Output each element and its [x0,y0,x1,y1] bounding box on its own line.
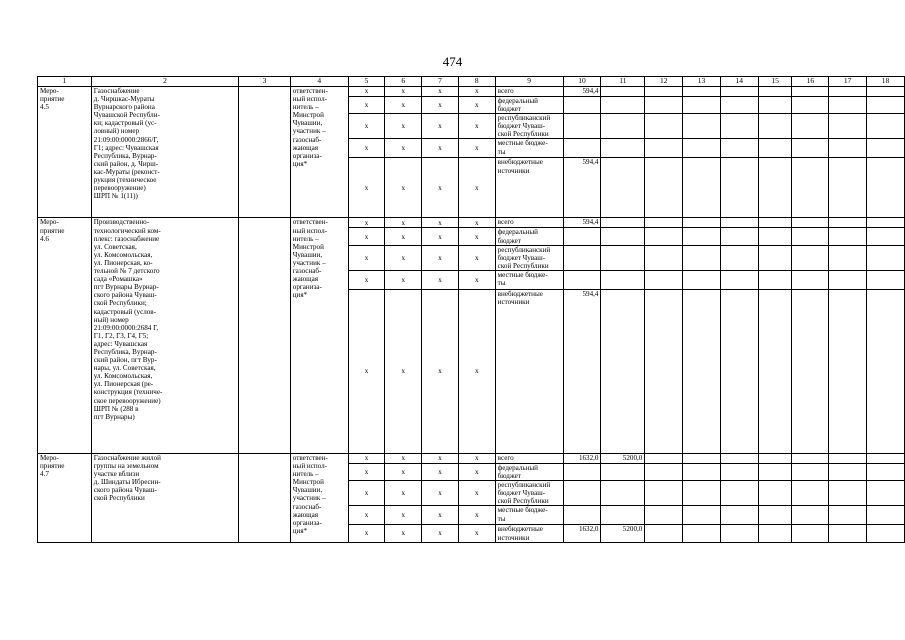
code-x-cell: x [348,114,385,139]
funding-source-cell: всего [495,453,563,463]
code-x-cell: x [458,139,495,158]
empty-col15-cell [758,87,792,97]
code-x-cell: x [422,245,459,270]
amount-col11-cell [601,97,645,114]
amount-col10-cell [563,228,601,245]
code-x-cell: x [422,270,459,289]
empty-col18-cell [867,87,905,97]
empty-col18-cell [867,245,905,270]
code-x-cell: x [348,158,385,218]
column-number-1: 1 [38,77,92,87]
empty-col18-cell [867,481,905,506]
empty-col14-cell [720,463,758,480]
empty-col12-cell [645,463,683,480]
code-x-cell: x [422,525,459,542]
column-number-11: 11 [601,77,645,87]
empty-col16-cell [792,97,829,114]
empty-col12-cell [645,139,683,158]
empty-col16-cell [792,289,829,453]
code-x-cell: x [348,97,385,114]
empty-col17-cell [829,114,867,139]
code-x-cell: x [422,481,459,506]
amount-col11-cell [601,228,645,245]
empty-col12-cell [645,228,683,245]
empty-col18-cell [867,97,905,114]
amount-col11-cell [601,481,645,506]
empty-col12-cell [645,506,683,525]
empty-col16-cell [792,463,829,480]
column-number-15: 15 [758,77,792,87]
responsible-cell: ответствен- ный испол- нитель – Минстрой Чувашии, участник – газоснаб- жающая организа- ция* [290,453,348,542]
empty-col13-cell [683,97,721,114]
empty-col18-cell [867,114,905,139]
code-x-cell: x [458,481,495,506]
amount-col10-cell [563,506,601,525]
funding-source-cell: всего [495,87,563,97]
code-x-cell: x [385,139,422,158]
empty-col14-cell [720,525,758,542]
code-x-cell: x [422,139,459,158]
empty-col18-cell [867,218,905,228]
empty-col12-cell [645,114,683,139]
table-row [38,87,905,97]
empty-col15-cell [758,114,792,139]
empty-col12-cell [645,289,683,453]
code-x-cell: x [422,506,459,525]
col3-cell [239,453,291,542]
amount-col11-cell [601,158,645,218]
amount-col10-cell [563,114,601,139]
empty-col12-cell [645,481,683,506]
code-x-cell: x [385,453,422,463]
empty-col13-cell [683,289,721,453]
empty-col16-cell [792,139,829,158]
column-number-14: 14 [720,77,758,87]
code-x-cell: x [385,506,422,525]
code-x-cell: x [385,270,422,289]
measure-id-cell: Меро- приятие 4.7 [38,453,92,542]
funding-source-cell: федеральный бюджет [495,463,563,480]
empty-col16-cell [792,525,829,542]
column-number-6: 6 [385,77,422,87]
empty-col14-cell [720,289,758,453]
col3-cell [239,218,291,453]
empty-col15-cell [758,228,792,245]
code-x-cell: x [458,289,495,453]
empty-col12-cell [645,453,683,463]
column-number-3: 3 [239,77,291,87]
table-row [38,453,905,463]
empty-col17-cell [829,453,867,463]
empty-col14-cell [720,87,758,97]
empty-col13-cell [683,87,721,97]
col3-cell [239,87,291,218]
empty-col16-cell [792,270,829,289]
empty-col15-cell [758,453,792,463]
empty-col12-cell [645,245,683,270]
empty-col13-cell [683,228,721,245]
amount-col10-cell: 594,4 [563,218,601,228]
empty-col14-cell [720,270,758,289]
code-x-cell: x [458,245,495,270]
code-x-cell: x [458,87,495,97]
empty-col14-cell [720,453,758,463]
column-number-18: 18 [867,77,905,87]
code-x-cell: x [385,158,422,218]
code-x-cell: x [458,228,495,245]
empty-col13-cell [683,158,721,218]
code-x-cell: x [422,218,459,228]
empty-col15-cell [758,97,792,114]
amount-col10-cell: 1632,0 [563,525,601,542]
amount-col10-cell: 594,4 [563,158,601,218]
code-x-cell: x [385,289,422,453]
amount-col10-cell [563,463,601,480]
empty-col17-cell [829,87,867,97]
funding-source-cell: республиканский бюджет Чуваш- ской Республики [495,114,563,139]
empty-col17-cell [829,506,867,525]
code-x-cell: x [385,97,422,114]
empty-col13-cell [683,481,721,506]
amount-col11-cell [601,289,645,453]
empty-col18-cell [867,158,905,218]
empty-col16-cell [792,228,829,245]
empty-col18-cell [867,463,905,480]
responsible-cell: ответствен- ный испол- нитель – Минстрой Чувашии, участник – газоснаб- жающая организа- ция* [290,218,348,453]
empty-col12-cell [645,97,683,114]
amount-col11-cell [601,114,645,139]
empty-col18-cell [867,506,905,525]
program-table [37,76,905,543]
funding-source-cell: внебюджетные источники [495,525,563,542]
amount-col11-cell [601,87,645,97]
empty-col14-cell [720,228,758,245]
amount-col11-cell [601,463,645,480]
empty-col12-cell [645,87,683,97]
empty-col18-cell [867,525,905,542]
funding-source-cell: внебюджетные источники [495,289,563,453]
empty-col14-cell [720,114,758,139]
amount-col10-cell: 594,4 [563,289,601,453]
empty-col17-cell [829,139,867,158]
code-x-cell: x [348,289,385,453]
empty-col17-cell [829,228,867,245]
empty-col15-cell [758,481,792,506]
empty-col14-cell [720,158,758,218]
empty-col17-cell [829,218,867,228]
code-x-cell: x [348,463,385,480]
amount-col10-cell [563,139,601,158]
empty-col15-cell [758,139,792,158]
amount-col10-cell: 594,4 [563,87,601,97]
empty-col16-cell [792,87,829,97]
amount-col11-cell [601,218,645,228]
code-x-cell: x [385,114,422,139]
measure-name-cell: Производственно- технологический ком- плекс: газоснабжение ул. Советская, ул. Комсомольская, ул. Пионерская, ко- тельной № 7 детского сада «Ромашка» пгт Вурнары Вурнар- ского района Чуваш- ской Республики; кадастровый (услов- ный) номер 21:09:00:0000:2684 Г, Г1, Г2, Г3, Г4, Г5; адрес: Чувашская Республика, Вурнар- ский район, пгт Вур- нары, ул. Советская, ул. Комсомольская, ул. Пионерская (ре- конструкция (техниче- ское перевооружение) ШРП № (288 в пгт Вурнары) [91,218,238,453]
code-x-cell: x [348,87,385,97]
empty-col15-cell [758,506,792,525]
code-x-cell: x [458,158,495,218]
empty-col16-cell [792,245,829,270]
empty-col15-cell [758,289,792,453]
code-x-cell: x [348,525,385,542]
empty-col12-cell [645,218,683,228]
empty-col13-cell [683,463,721,480]
code-x-cell: x [422,463,459,480]
empty-col12-cell [645,525,683,542]
funding-source-cell: федеральный бюджет [495,228,563,245]
empty-col18-cell [867,270,905,289]
empty-col16-cell [792,114,829,139]
amount-col11-cell [601,506,645,525]
amount-col11-cell: 5200,0 [601,525,645,542]
code-x-cell: x [458,463,495,480]
empty-col14-cell [720,506,758,525]
code-x-cell: x [422,228,459,245]
code-x-cell: x [385,87,422,97]
empty-col13-cell [683,453,721,463]
funding-source-cell: всего [495,218,563,228]
empty-col18-cell [867,289,905,453]
measure-id-cell: Меро- приятие 4.6 [38,218,92,453]
code-x-cell: x [422,114,459,139]
empty-col14-cell [720,97,758,114]
column-number-10: 10 [563,77,601,87]
code-x-cell: x [348,270,385,289]
header-row [38,77,905,87]
amount-col10-cell [563,270,601,289]
empty-col13-cell [683,270,721,289]
code-x-cell: x [458,506,495,525]
empty-col16-cell [792,481,829,506]
empty-col17-cell [829,481,867,506]
code-x-cell: x [385,481,422,506]
empty-col17-cell [829,289,867,453]
empty-col15-cell [758,525,792,542]
empty-col18-cell [867,228,905,245]
empty-col12-cell [645,270,683,289]
code-x-cell: x [385,525,422,542]
code-x-cell: x [422,453,459,463]
code-x-cell: x [422,87,459,97]
amount-col11-cell: 5200,0 [601,453,645,463]
amount-col10-cell: 1632,0 [563,453,601,463]
empty-col17-cell [829,158,867,218]
code-x-cell: x [458,453,495,463]
code-x-cell: x [348,453,385,463]
measure-id-cell: Меро- приятие 4.5 [38,87,92,218]
empty-col14-cell [720,481,758,506]
funding-source-cell: федеральный бюджет [495,97,563,114]
empty-col12-cell [645,158,683,218]
code-x-cell: x [385,218,422,228]
code-x-cell: x [422,289,459,453]
empty-col13-cell [683,506,721,525]
empty-col16-cell [792,453,829,463]
empty-col14-cell [720,139,758,158]
column-number-13: 13 [683,77,721,87]
code-x-cell: x [348,228,385,245]
empty-col17-cell [829,97,867,114]
empty-col13-cell [683,525,721,542]
amount-col10-cell [563,245,601,270]
column-number-7: 7 [422,77,459,87]
code-x-cell: x [385,228,422,245]
empty-col16-cell [792,218,829,228]
empty-col17-cell [829,245,867,270]
column-number-17: 17 [829,77,867,87]
funding-source-cell: местные бюдже- ты [495,139,563,158]
empty-col13-cell [683,114,721,139]
amount-col11-cell [601,270,645,289]
code-x-cell: x [458,97,495,114]
empty-col15-cell [758,245,792,270]
funding-source-cell: местные бюдже- ты [495,270,563,289]
funding-source-cell: республиканский бюджет Чуваш- ской Республики [495,481,563,506]
empty-col17-cell [829,525,867,542]
code-x-cell: x [348,481,385,506]
empty-col18-cell [867,453,905,463]
column-number-12: 12 [645,77,683,87]
empty-col14-cell [720,245,758,270]
code-x-cell: x [385,463,422,480]
page-number: 474 [442,54,463,69]
empty-col13-cell [683,245,721,270]
empty-col15-cell [758,463,792,480]
empty-col18-cell [867,139,905,158]
amount-col11-cell [601,245,645,270]
amount-col10-cell [563,481,601,506]
empty-col15-cell [758,158,792,218]
code-x-cell: x [458,525,495,542]
code-x-cell: x [458,270,495,289]
column-number-4: 4 [290,77,348,87]
empty-col15-cell [758,218,792,228]
responsible-cell: ответствен- ный испол- нитель – Минстрой Чувашии, участник – газоснаб- жающая организа- ция* [290,87,348,218]
code-x-cell: x [458,114,495,139]
measure-name-cell: Газоснабжение д. Чиршкас-Мураты Вурнарского района Чувашской Республи- ки; кадастровый (ус- ловный) номер 21:09:00:0000:2866/Г, Г1; адрес: Чувашская Республика, Вурнар- ский район, д. Чирш- кас-Мураты (реконст- рукция (техническое перевооружение) ШРП № 1(11)) [91,87,238,218]
funding-source-cell: внебюджетные источники [495,158,563,218]
column-number-8: 8 [458,77,495,87]
empty-col17-cell [829,270,867,289]
code-x-cell: x [458,218,495,228]
code-x-cell: x [348,506,385,525]
code-x-cell: x [385,245,422,270]
amount-col11-cell [601,139,645,158]
empty-col15-cell [758,270,792,289]
column-number-9: 9 [495,77,563,87]
empty-col14-cell [720,218,758,228]
code-x-cell: x [348,218,385,228]
code-x-cell: x [422,97,459,114]
column-number-2: 2 [91,77,238,87]
empty-col16-cell [792,158,829,218]
empty-col17-cell [829,463,867,480]
amount-col10-cell [563,97,601,114]
code-x-cell: x [422,158,459,218]
funding-source-cell: местные бюдже- ты [495,506,563,525]
code-x-cell: x [348,139,385,158]
empty-col13-cell [683,218,721,228]
code-x-cell: x [348,245,385,270]
funding-source-cell: республиканский бюджет Чуваш- ской Республики [495,245,563,270]
column-number-16: 16 [792,77,829,87]
empty-col13-cell [683,139,721,158]
column-number-5: 5 [348,77,385,87]
measure-name-cell: Газоснабжение жилой группы на земельном участке вблизи д. Шиндаты Ибресин- ского района Чуваш- ской Республики [91,453,238,542]
table-row [38,218,905,228]
empty-col16-cell [792,506,829,525]
